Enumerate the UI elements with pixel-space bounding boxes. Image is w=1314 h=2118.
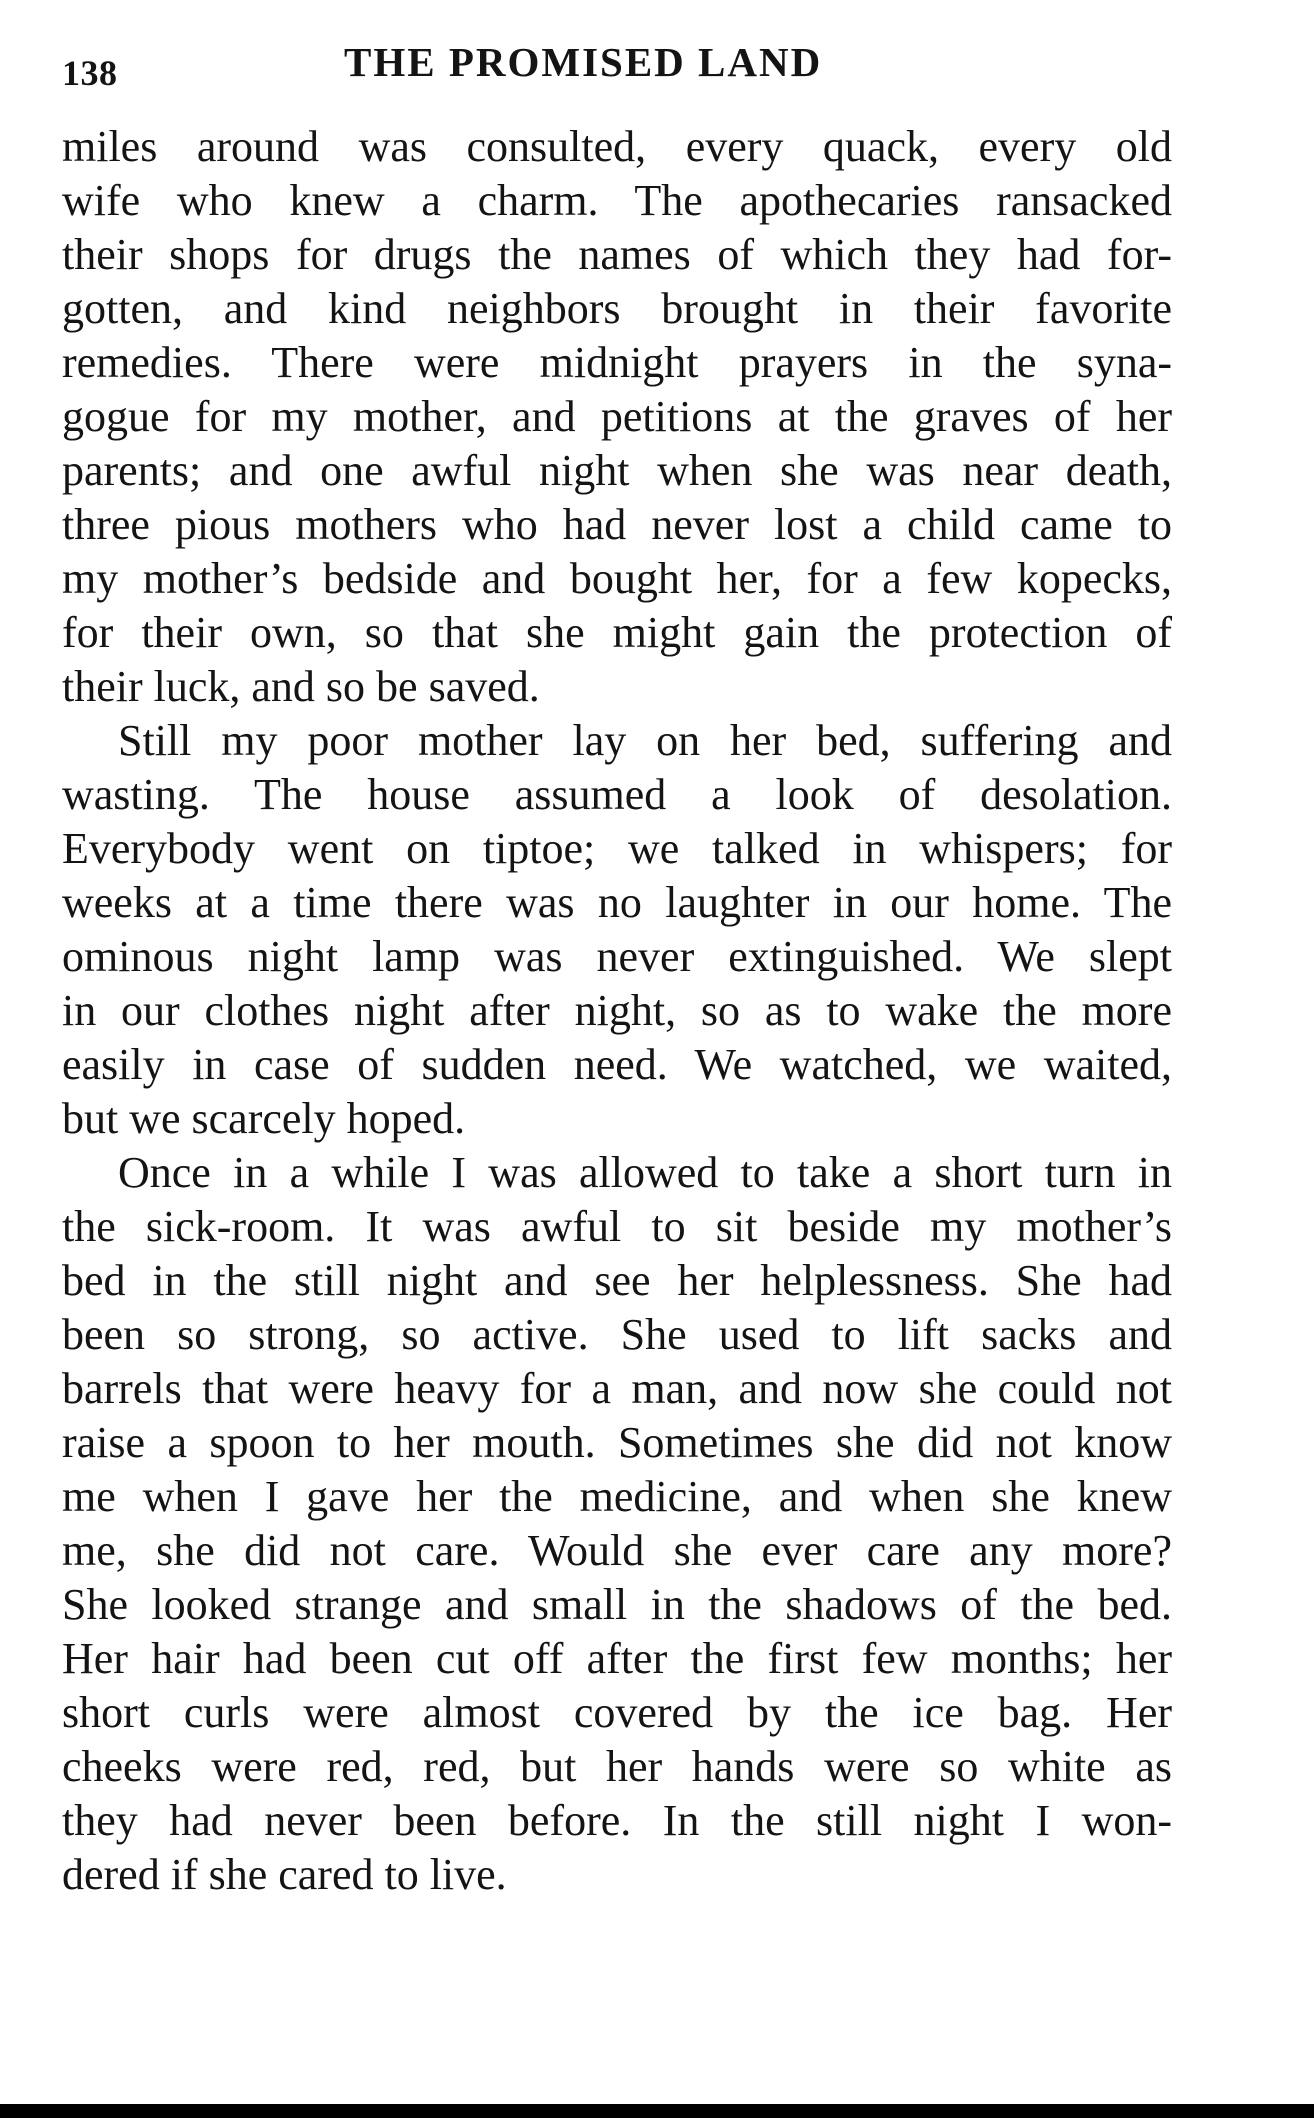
text-line: dered if she cared to live. [62,1850,507,1899]
paragraph-1 [62,120,1172,714]
text-line: wife who knew a charm. The apothecaries ransacked [62,176,1172,225]
text-line: ominous night lamp was never extinguished. We slept [62,932,1172,981]
text-line: their shops for drugs the names of which they had for- [62,230,1172,279]
text-line: short curls were almost covered by the ice bag. Her [62,1688,1172,1737]
text-line: wasting. The house assumed a look of desolation. [62,770,1172,819]
page-number: 138 [62,53,118,93]
text-line: parents; and one awful night when she was near death, [62,446,1172,495]
text-line: miles around was consulted, every quack, every old [62,122,1172,171]
text-line: in our clothes night after night, so as to wake the more [62,986,1172,1035]
text-line: they had never been before. In the still night I won- [62,1796,1172,1845]
text-line: cheeks were red, red, but her hands were so white as [62,1742,1172,1791]
text-line: Still my poor mother lay on her bed, suffering and [118,716,1172,765]
text-line: three pious mothers who had never lost a child came to [62,500,1172,549]
text-line: the sick-room. It was awful to sit beside my mother’s [62,1202,1172,1251]
text-line: weeks at a time there was no laughter in our home. The [62,878,1172,927]
text-line: gogue for my mother, and petitions at the graves of her [62,392,1172,441]
text-line: She looked strange and small in the shadows of the bed. [62,1580,1172,1629]
text-line: easily in case of sudden need. We watched, we waited, [62,1040,1172,1089]
text-line: raise a spoon to her mouth. Sometimes she did not know [62,1418,1172,1467]
text-line: for their own, so that she might gain the protection of [62,608,1172,657]
text-line: me when I gave her the medicine, and when she knew [62,1472,1172,1521]
text-line: bed in the still night and see her helplessness. She had [62,1256,1172,1305]
text-line: gotten, and kind neighbors brought in their favorite [62,284,1172,333]
bottom-border [0,2104,1314,2118]
body-text [62,120,1172,1902]
text-line: Everybody went on tiptoe; we talked in whispers; for [62,824,1172,873]
page-header [62,38,1162,98]
text-line: barrels that were heavy for a man, and now she could not [62,1364,1172,1413]
text-line: remedies. There were midnight prayers in the syna- [62,338,1172,387]
paragraph-2 [62,714,1172,1146]
running-title: THE PROMISED LAND [344,39,823,85]
text-line: Her hair had been cut off after the first few months; her [62,1634,1172,1683]
text-line: their luck, and so be saved. [62,662,540,711]
text-line: my mother’s bedside and bought her, for a few kopecks, [62,554,1172,603]
text-line: been so strong, so active. She used to lift sacks and [62,1310,1172,1359]
text-line: me, she did not care. Would she ever care any more? [62,1526,1172,1575]
paragraph-3 [62,1146,1172,1902]
text-line: but we scarcely hoped. [62,1094,466,1143]
text-line: Once in a while I was allowed to take a short turn in [118,1148,1172,1197]
